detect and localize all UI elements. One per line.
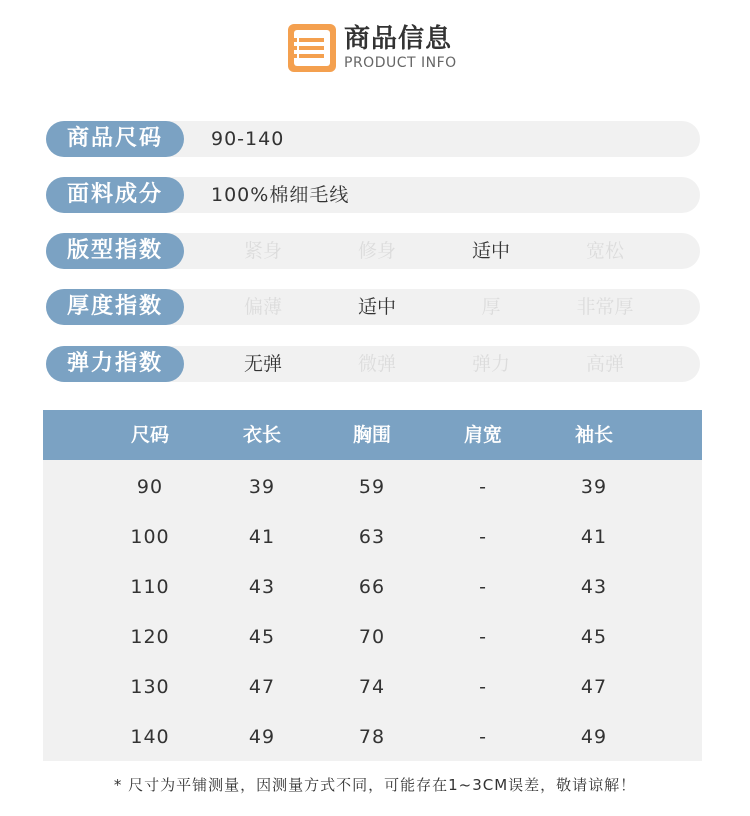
table-cell: 100: [130, 526, 170, 548]
table-cell: 59: [358, 476, 386, 498]
table-cell: 49: [248, 726, 276, 748]
table-cell: 74: [358, 676, 386, 698]
section-title: 商品信息: [344, 24, 453, 54]
table-cell: -: [479, 726, 487, 748]
table-cell: 43: [580, 576, 608, 598]
attr-label: 商品尺码: [46, 121, 184, 157]
table-cell: 90: [136, 476, 164, 498]
fit-option: 适中: [471, 240, 510, 262]
list-document-icon: [288, 24, 336, 72]
table-cell: -: [479, 576, 487, 598]
table-cell: -: [479, 626, 487, 648]
section-subtitle: PRODUCT INFO: [344, 55, 457, 71]
table-cell: 43: [248, 576, 276, 598]
table-cell: 39: [248, 476, 276, 498]
thickness-option: 适中: [357, 296, 396, 318]
attr-row-size: [46, 121, 700, 157]
column-header: 胸围: [352, 424, 391, 446]
table-cell: 47: [248, 676, 276, 698]
attr-row-fit: [46, 233, 700, 269]
elasticity-option: 弹力: [471, 353, 510, 375]
table-cell: 45: [248, 626, 276, 648]
table-cell: 70: [358, 626, 386, 648]
table-cell: 39: [580, 476, 608, 498]
attr-label: 弹力指数: [46, 346, 184, 382]
table-cell: 78: [358, 726, 386, 748]
table-cell: -: [479, 676, 487, 698]
table-row: [43, 712, 702, 762]
thickness-option: 偏薄: [243, 296, 282, 318]
column-header: 袖长: [574, 424, 613, 446]
elasticity-option: 高弹: [585, 353, 624, 375]
elasticity-option: 无弹: [243, 353, 282, 375]
attr-row-elasticity: [46, 346, 700, 382]
fit-option: 宽松: [585, 240, 624, 262]
table-row: [43, 462, 702, 512]
attr-row-thickness: [46, 289, 700, 325]
attr-row-material: [46, 177, 700, 213]
measurement-note: * 尺寸为平铺测量，因测量方式不同，可能存在1~3CM误差，敬请谅解！: [113, 776, 637, 794]
table-cell: 63: [358, 526, 386, 548]
table-cell: 120: [130, 626, 170, 648]
attr-label: 面料成分: [46, 177, 184, 213]
table-cell: 140: [130, 726, 170, 748]
attr-value: 90-140: [211, 128, 285, 150]
attr-label: 厚度指数: [46, 289, 184, 325]
thickness-option: 厚: [481, 296, 501, 318]
attr-value: 100%棉细毛线: [211, 184, 350, 206]
table-cell: 130: [130, 676, 170, 698]
table-header: [43, 410, 702, 460]
table-cell: 49: [580, 726, 608, 748]
table-cell: -: [479, 476, 487, 498]
table-row: [43, 612, 702, 662]
section-header: [288, 22, 457, 74]
thickness-option: 非常厚: [576, 296, 634, 318]
table-cell: 41: [580, 526, 608, 548]
fit-option: 紧身: [243, 240, 282, 262]
table-row: [43, 512, 702, 562]
table-cell: 47: [580, 676, 608, 698]
elasticity-option: 微弹: [357, 353, 396, 375]
table-cell: 110: [130, 576, 170, 598]
table-cell: -: [479, 526, 487, 548]
size-table: [43, 410, 702, 761]
column-header: 尺码: [130, 424, 169, 446]
table-cell: 66: [358, 576, 386, 598]
table-row: [43, 662, 702, 712]
attr-label: 版型指数: [46, 233, 184, 269]
fit-option: 修身: [357, 240, 396, 262]
column-header: 衣长: [242, 424, 281, 446]
table-row: [43, 562, 702, 612]
column-header: 肩宽: [463, 424, 502, 446]
table-cell: 45: [580, 626, 608, 648]
table-cell: 41: [248, 526, 276, 548]
